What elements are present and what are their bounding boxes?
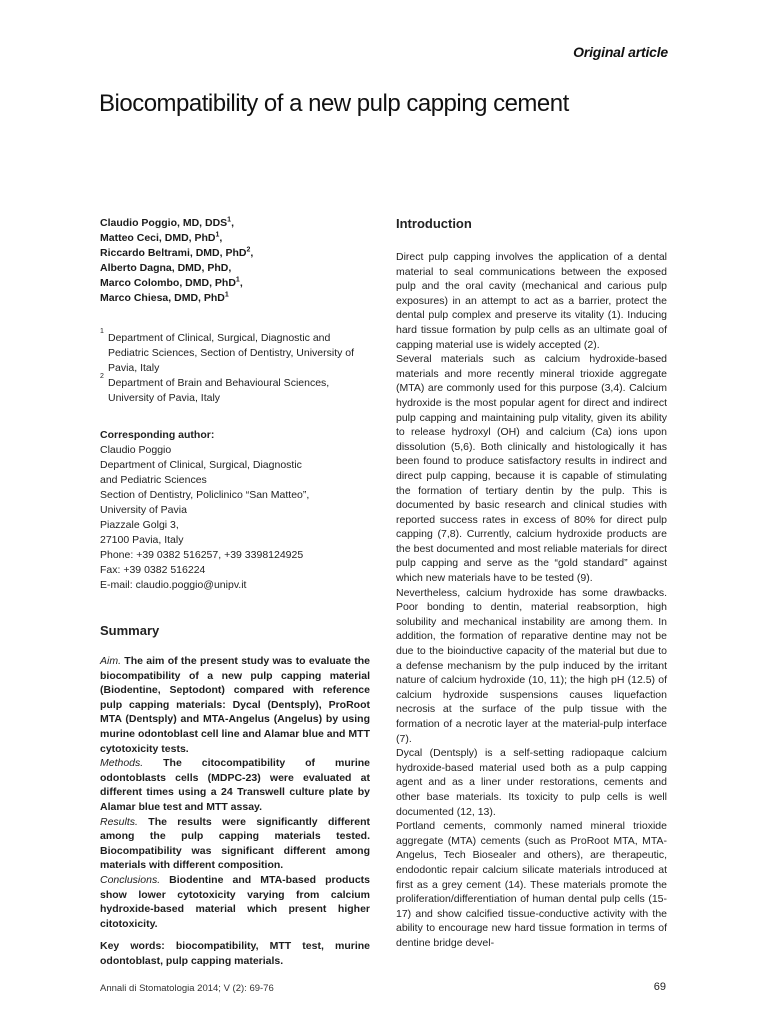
author-entry: Claudio Poggio, MD, DDS$^1$, <box>100 216 234 229</box>
corresponding-author-heading: Corresponding author: <box>100 429 215 441</box>
article-title: Biocompatibility of a new pulp capping cement <box>99 90 569 117</box>
introduction-heading: Introduction <box>396 216 472 231</box>
journal-citation: Annali di Stomatologia 2014; V (2): 69-76 <box>100 983 274 994</box>
summary-aim: Aim. The aim of the present study was to evaluate the biocompatibility of a new pulp capping material (Biodentine, Septodont) compared with reference pulp capping materials: Dycal (Dentsply), ProRoot MTA (Dentsply) and MTA-Angelus (Angelus) by using murine odontoblast cell line and Alamar blue and MTT cytotoxicity tests. <box>100 655 370 755</box>
summary-results: Results. The results were significantly different among the pulp capping materials tested. Biocompatibility was significant different among materials with different composition. <box>100 815 370 872</box>
keywords: Key words: biocompatibility, MTT test, murine odontoblast, pulp capping materials. <box>100 940 370 967</box>
contact-line: University of Pavia <box>100 504 187 516</box>
author-entry: Matteo Ceci, DMD, PhD$^1$, <box>100 231 223 244</box>
contact-fax: Fax: +39 0382 516224 <box>100 564 206 576</box>
summary-heading: Summary <box>100 623 160 638</box>
intro-paragraph: Nevertheless, calcium hydroxide has some drawbacks. Poor bonding to dentin, material reabsorption, high solubility and mechanical instability are among them. In addition, the formation of reparative dentine may not be due to the bioinductive capacity of the material but due to a defense mechanism by the pulp induced by the irritant nature of calcium hydroxide (10, 11); the high pH (12.5) of calcium hydroxide suspensions causes liquefaction necrosis at the surface of the pulp tissue with the formation of a necrotic layer at the material-pulp interface (7). <box>396 586 667 745</box>
intro-paragraph: Direct pulp capping involves the application of a dental material to seal communications between the exposed pulp and the oral cavity (mechanical and carious pulp exposures) in an attempt to act as a barrier, protect the dental pulp complex and preserve its vitality (1). Inducing hard tissue formation by pulp cells as an ultimate goal of capping material use is widely accepted (2). <box>396 251 667 351</box>
summary-section <box>100 654 370 968</box>
summary-methods: Methods. The citocompatibility of murine odontoblasts cells (MDPC-23) were evaluated at different times using a 24 Transwell culture plate by Alamar blue test and MTT assay. <box>100 757 370 813</box>
intro-paragraph: Portland cements, commonly named mineral trioxide aggregate (MTA) cements (such as ProRoot MTA, MTA-Angelus, Tech Biosealer and others), are therapeutic, endodontic repair calcium silicate materials introduced at first as a grey cement (14). These materials promote the proliferation/differentiation of human dental pulp cells (15-17) and show calcified tissue-conductive activity with the ability to encourage new hard tissue formation in terms of dentine bridge devel- <box>396 820 667 949</box>
author-entry: Marco Chiesa, DMD, PhD$^1$ <box>100 291 229 304</box>
author-entry: Riccardo Beltrami, DMD, PhD$^2$, <box>100 246 254 259</box>
contact-line: 27100 Pavia, Italy <box>100 534 184 546</box>
page-number: 69 <box>653 981 666 993</box>
article-type-label: Original article <box>573 44 668 60</box>
contact-line: Section of Dentistry, Policlinico “San Matteo”, <box>100 489 310 501</box>
contact-line: and Pediatric Sciences <box>100 474 207 486</box>
contact-line: Piazzale Golgi 3, <box>100 519 179 531</box>
affiliation-entry: 1 Department of Clinical, Surgical, Diagnostic and Pediatric Sciences, Section of Dentistry, University of Pavia, Italy <box>100 328 355 374</box>
contact-phone: Phone: +39 0382 516257, +39 3398124925 <box>100 549 304 561</box>
affiliation-entry: 2 Department of Brain and Behavioural Sciences, University of Pavia, Italy <box>100 373 330 404</box>
author-entry: Marco Colombo, DMD, PhD$^1$, <box>100 276 243 289</box>
intro-paragraph: Dycal (Dentsply) is a self-setting radiopaque calcium hydroxide-based material used both as a pulp capping agent and as a liner under restorations, cements and other base materials. Its toxicity to pulp cells is well documented (12, 13). <box>396 747 667 818</box>
summary-conclusions: Conclusions. Biodentine and MTA-based products show lower cytotoxicity varying from calcium hydroxide-based material which present higher citotoxicity. <box>100 873 370 930</box>
corresponding-author-block <box>100 428 365 593</box>
introduction-section <box>396 250 667 951</box>
contact-line: Claudio Poggio <box>100 444 172 456</box>
intro-paragraph: Several materials such as calcium hydroxide-based materials and more recently mineral trioxide aggregate (MTA) are commonly used for this purpose (3,4). Calcium hydroxide is the most popular agent for direct and indirect pulp capping and maintaining pulp vitality, given its ability to release hydroxyl (OH) and calcium (Ca) ions upon dissolution (5,6). Both clinically and histologically it has been found to produce satisfactory results in indirect and direct pulp capping, because it is capable of stimulating the formation of tertiary dentin by the pulp. This is documented by basic research and clinical studies with reported success rates in excess of 80% for direct pulp capping (7,8). Currently, calcium hydroxide products are the best documented and most reliable materials for direct pulp capping and serve as the “gold standard” against which new materials have to be tested (9). <box>396 353 667 585</box>
author-entry: Alberto Dagna, DMD, PhD, <box>100 262 232 274</box>
contact-email: E-mail: claudio.poggio@unipv.it <box>100 579 247 591</box>
contact-line: Department of Clinical, Surgical, Diagnostic <box>100 459 302 471</box>
affiliation-list <box>100 328 365 406</box>
author-list <box>100 216 365 306</box>
